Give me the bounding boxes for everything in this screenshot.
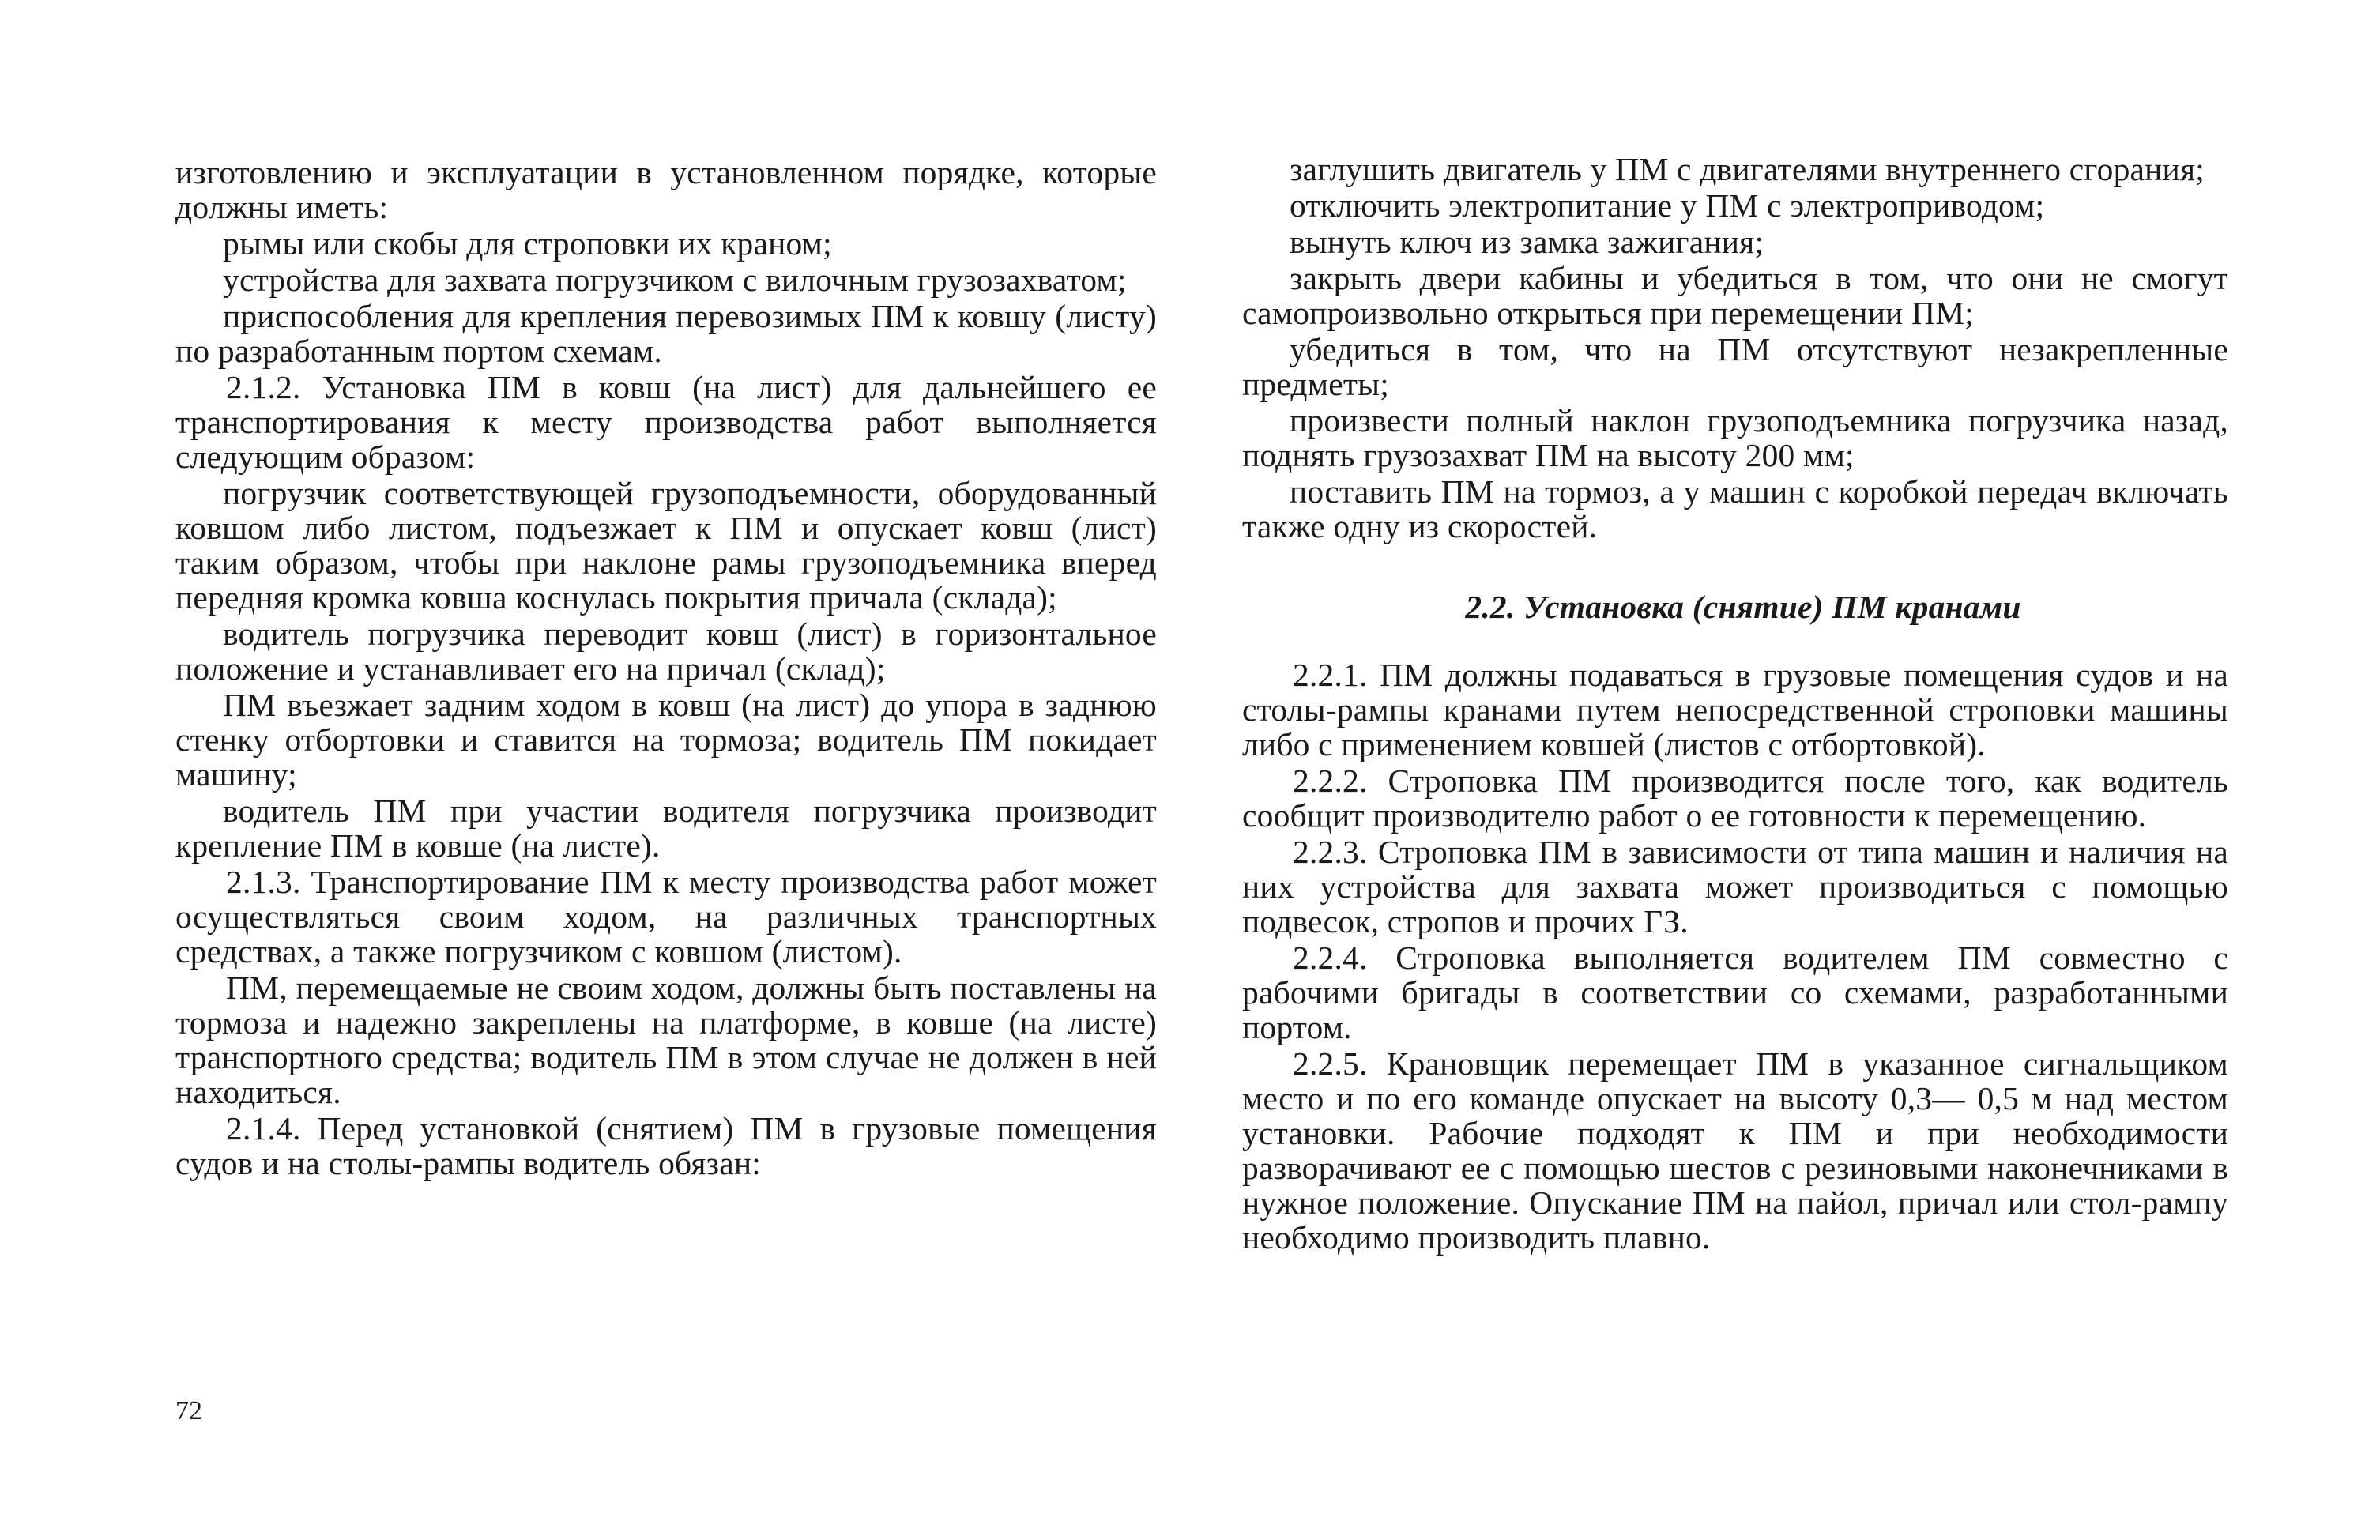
list-item: закрыть двери кабины и убедиться в том, что они не смогут самопроизвольно открыться при перемещении ПМ; [1242,260,2228,331]
clause-2-2-1: 2.2.1. ПМ должны подаваться в грузовые помещения судов и на столы-рампы кранами путем непосредственной строповки машины либо с применением ковшей (листов с отбортовкой). [1242,657,2228,762]
left-text-column [175,155,1157,1182]
list-item: приспособления для крепления перевозимых ПМ к ковшу (листу) по разработанным портом схемам. [175,298,1157,369]
list-item: убедиться в том, что на ПМ отсутствуют незакрепленные предметы; [1242,331,2228,402]
clause-2-2-3: 2.2.3. Строповка ПМ в зависимости от типа машин и наличия на них устройства для захвата может производиться с помощью подвесок, стропов и прочих ГЗ. [1242,834,2228,939]
paragraph: изготовлению и эксплуатации в установленном порядке, которые должны иметь: [175,154,1157,225]
list-item: поставить ПМ на тормоз, а у машин с коробкой передач включать также одну из скоростей. [1242,473,2228,544]
list-item: водитель ПМ при участии водителя погрузчика производит крепление ПМ в ковше (на листе). [175,793,1157,864]
list-item: вынуть ключ из замка зажигания; [1290,224,1764,260]
right-page [1242,0,2228,1540]
list-item: произвести полный наклон грузоподъемника погрузчика назад, поднять грузозахват ПМ на высоту 200 мм; [1242,402,2228,473]
clause-2-2-4: 2.2.4. Строповка выполняется водителем ПМ совместно с рабочими бригады в соответствии со схемами, разработанными портом. [1242,939,2228,1045]
clause-2-2-2: 2.2.2. Строповка ПМ производится после того, как водитель сообщит производителю работ о ее готовности к перемещению. [1242,762,2228,834]
clause-2-2-5: 2.2.5. Крановщик перемещает ПМ в указанное сигнальщиком место и по его команде опускает на высоту 0,3— 0,5 м над местом установки. Рабочие подходят к ПМ и при необходимости разворачивают ее с помощью шестов с резиновыми наконечниками в нужное положение. Опускание ПМ на пайол, причал или стол-рампу необходимо производить плавно. [1242,1045,2228,1256]
list-item: рымы или скобы для строповки их краном; [223,225,832,262]
list-item: заглушить двигатель у ПМ с двигателями внутреннего сгорания; [1290,151,2205,187]
list-item: отключить электропитание у ПМ с электроприводом; [1290,187,2045,224]
page-number: 72 [175,1396,202,1425]
right-text-column [1242,152,2228,1256]
clause-2-1-3: 2.1.3. Транспортирование ПМ к месту производства работ может осуществляться своим ходом, на различных транспортных средствах, а также погрузчиком с ковшом (листом). [175,864,1157,970]
section-heading: 2.2. Установка (снятие) ПМ кранами [1465,589,2021,625]
paragraph: ПМ, перемещаемые не своим ходом, должны быть поставлены на тормоза и надежно закреплены на платформе, в ковше (на листе) транспортного средства; водитель ПМ в этом случае не должен в ней находиться. [175,970,1157,1110]
list-item: устройства для захвата погрузчиком с вилочным грузозахватом; [223,262,1127,298]
left-page [175,0,1157,1540]
clause-2-1-4: 2.1.4. Перед установкой (снятием) ПМ в грузовые помещения судов и на столы-рампы водитель обязан: [175,1110,1157,1181]
list-item: водитель погрузчика переводит ковш (лист) в горизонтальное положение и устанавливает его на причал (склад); [175,616,1157,687]
clause-2-1-2: 2.1.2. Установка ПМ в ковш (на лист) для дальнейшего ее транспортирования к месту производства работ выполняется следующим образом: [175,369,1157,475]
list-item: ПМ въезжает задним ходом в ковш (на лист) до упора в заднюю стенку отбортовки и ставится на тормоза; водитель ПМ покидает машину; [175,687,1157,793]
list-item: погрузчик соответствующей грузоподъемности, оборудованный ковшом либо листом, подъезжает к ПМ и опускает ковш (лист) таким образом, чтобы при наклоне рамы грузоподъемника вперед передняя кромка ковша коснулась покрытия причала (склада); [175,475,1157,616]
